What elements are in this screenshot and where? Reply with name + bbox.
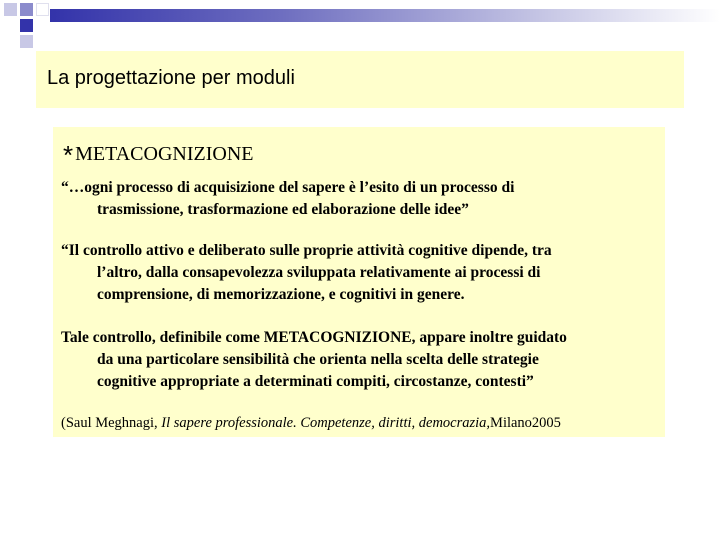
heading-text: METACOGNIZIONE (75, 143, 254, 165)
citation-line (61, 412, 661, 434)
slide-title: La progettazione per moduli (47, 67, 295, 89)
citation-book-title: Il sapere professionale. Competenze, diritti, democrazia, (161, 415, 491, 431)
asterisk-bullet-icon: * (63, 140, 74, 170)
text-line: “Il controllo attivo e deliberato sulle proprie attività cognitive dipende, tra (61, 242, 552, 259)
deco-square (20, 3, 33, 16)
content-box (53, 127, 665, 437)
citation (61, 412, 661, 434)
citation-suffix: Milano2005 (490, 415, 561, 431)
text-line: cognitive appropriate a determinati compiti, circostanze, contesti” (97, 373, 534, 390)
text-line: da una particolare sensibilità che orienta nella scelta delle strategie (97, 351, 539, 368)
deco-square (4, 3, 17, 16)
text-line: trasmissione, trasformazione ed elaborazione delle idee” (97, 201, 469, 218)
header-gradient-bar (50, 9, 720, 22)
quote-paragraph-2 (61, 240, 661, 306)
quote-paragraph-1 (61, 177, 661, 221)
deco-square (20, 19, 33, 32)
text-line: “…ogni processo di acquisizione del sapere è l’esito di un processo di (61, 179, 515, 196)
section-heading (63, 140, 254, 171)
text-line: Tale controllo, definibile come METACOGNIZIONE, appare inoltre guidato (61, 329, 567, 346)
quote-paragraph-3 (61, 327, 661, 393)
deco-square (20, 35, 33, 48)
citation-prefix: (Saul Meghnagi, (61, 415, 162, 431)
text-line: comprensione, di memorizzazione, e cognitivi in genere. (97, 286, 465, 303)
text-line: l’altro, dalla consapevolezza sviluppata relativamente ai processi di (97, 264, 541, 281)
title-box (36, 51, 684, 108)
deco-square (36, 3, 49, 16)
deco-square (4, 19, 17, 32)
